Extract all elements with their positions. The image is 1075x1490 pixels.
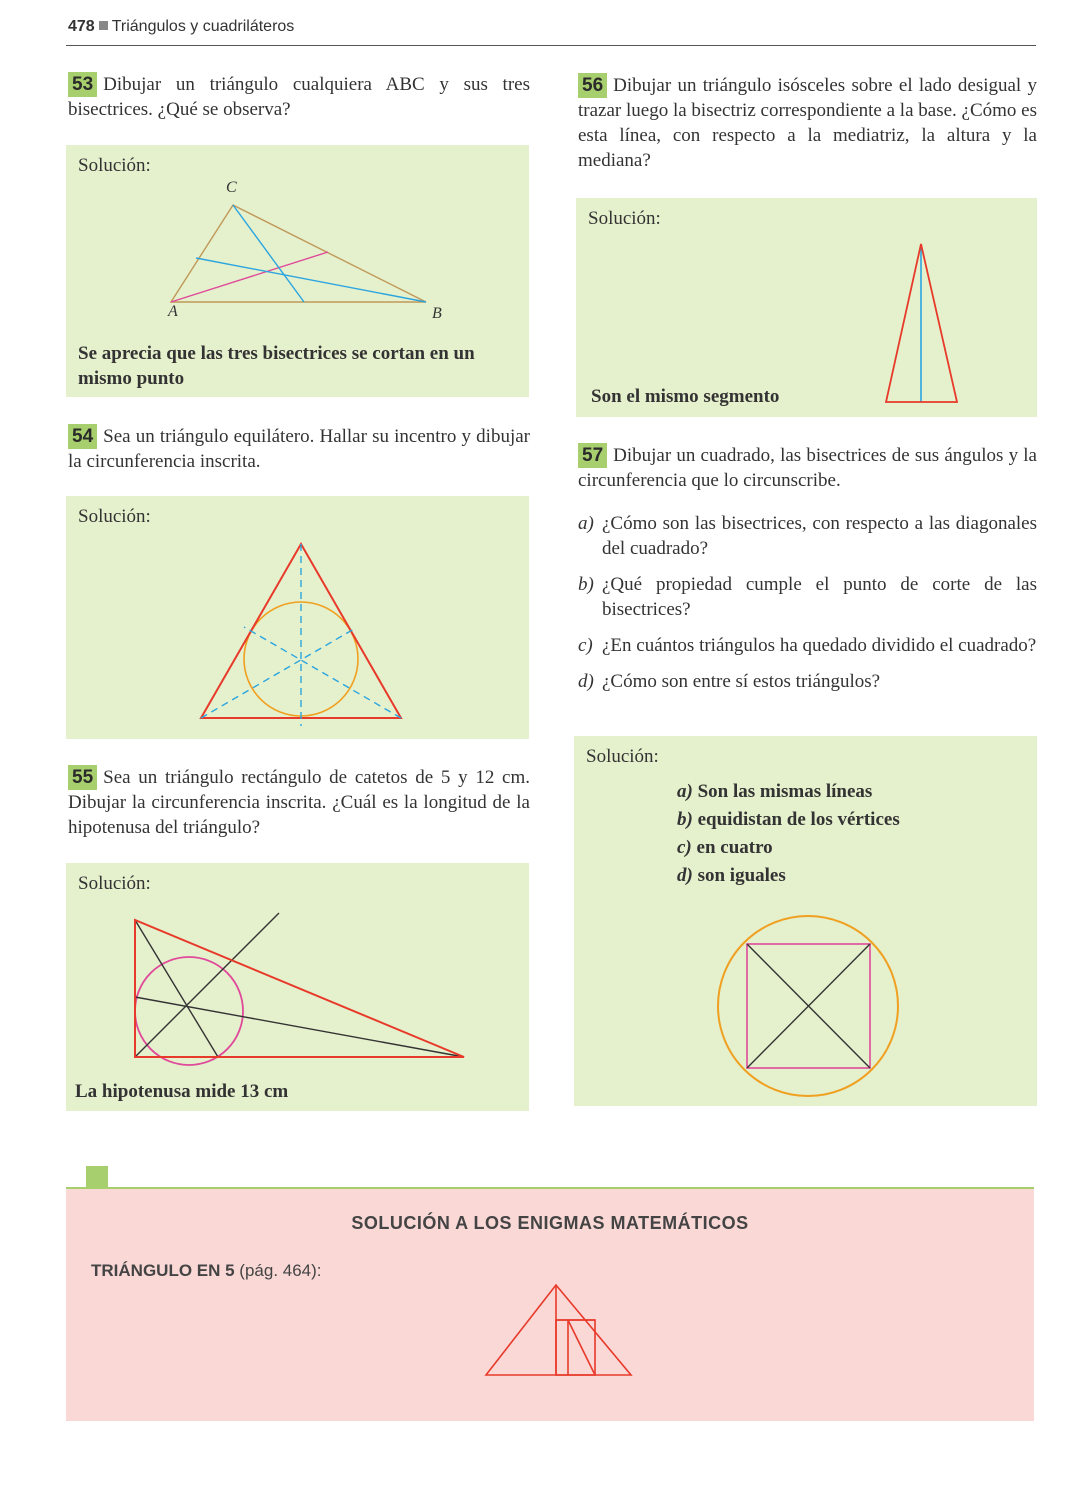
- item-text: ¿Qué propiedad cumple el punto de corte de las bisectrices?: [602, 574, 1037, 620]
- solution-label: Solución:: [588, 208, 661, 229]
- solution-box-56: [576, 198, 1037, 417]
- question-text: Dibujar un triángulo isósceles sobre el lado desigual y trazar luego la bisectriz correspondiente a la base. ¿Cómo es esta línea, con respecto a la mediatriz, la altura y la mediana?: [578, 75, 1037, 171]
- answer-letter: a): [677, 781, 693, 802]
- item-text: ¿Cómo son las bisectrices, con respecto a las diagonales del cuadrado?: [602, 513, 1037, 559]
- solution-label: Solución:: [78, 155, 151, 176]
- answer-text: La hipotenusa mide 13 cm: [75, 1081, 289, 1102]
- enigmas-title: SOLUCIÓN A LOS ENIGMAS MATEMÁTICOS: [351, 1213, 749, 1233]
- vertex-label-a: A: [168, 303, 178, 320]
- question-number: 57: [578, 443, 607, 468]
- item-text: ¿En cuántos triángulos ha quedado dividido el cuadrado?: [602, 635, 1037, 656]
- question-number: 56: [578, 73, 607, 98]
- question-55: [68, 765, 530, 840]
- item-letter: a): [578, 513, 594, 534]
- answer-text: Son las mismas líneas: [697, 781, 873, 802]
- answer-text: son iguales: [697, 865, 786, 886]
- enigmas-box: [66, 1187, 1034, 1421]
- vertex-label-c: C: [226, 179, 237, 196]
- solution-box-55: [66, 863, 529, 1111]
- question-56: [578, 73, 1037, 173]
- solution-label: Solución:: [586, 746, 659, 767]
- item-text: ¿Cómo son entre sí estos triángulos?: [602, 671, 881, 692]
- answer-text: Se aprecia que las tres bisectrices se cortan en un mismo punto: [78, 343, 475, 389]
- sub-question-b: [578, 572, 1037, 622]
- question-text: Dibujar un triángulo cualquiera ABC y sus tres bisectrices. ¿Qué se observa?: [68, 74, 530, 120]
- answer-text: equidistan de los vértices: [697, 809, 900, 830]
- question-number: 55: [68, 765, 97, 790]
- solution-box-54: [66, 496, 529, 739]
- vertex-label-b: B: [432, 305, 442, 322]
- enigma-item-ref: (pág. 464):: [239, 1261, 322, 1280]
- answer-text: Son el mismo segmento: [591, 386, 780, 407]
- solution-label: Solución:: [78, 506, 151, 527]
- header-square-icon: [99, 21, 108, 30]
- item-letter: b): [578, 574, 594, 595]
- question-54: [68, 424, 530, 474]
- sub-question-c: [578, 633, 1037, 658]
- solution-label: Solución:: [78, 873, 151, 894]
- square-circumcircle-figure: [574, 736, 1037, 1106]
- solution-box-53: [66, 145, 529, 397]
- equilateral-incircle-figure: [66, 496, 529, 739]
- question-text: Sea un triángulo rectángulo de catetos de 5 y 12 cm. Dibujar la circunferencia inscrita. ¿Cuál es la longitud de la hipotenusa del triángulo?: [68, 767, 530, 838]
- right-triangle-incircle-figure: [66, 863, 529, 1111]
- item-letter: d): [578, 671, 594, 692]
- triangle-in-5-figure: [66, 1189, 1034, 1421]
- question-number: 53: [68, 72, 97, 97]
- question-text: Dibujar un cuadrado, las bisectrices de sus ángulos y la circunferencia que lo circunscribe.: [578, 445, 1037, 491]
- enigma-item-title: TRIÁNGULO EN 5: [91, 1261, 235, 1280]
- page-header: [68, 18, 294, 36]
- sub-question-a: [578, 511, 1037, 561]
- answer-letter: d): [677, 865, 693, 886]
- answer-letter: c): [677, 837, 692, 858]
- sub-question-d: [578, 669, 1037, 694]
- question-53: [68, 72, 530, 122]
- sub-question-list: [578, 511, 1037, 694]
- chapter-title: Triángulos y cuadriláteros: [111, 18, 295, 35]
- item-letter: c): [578, 635, 593, 656]
- header-rule: [66, 45, 1036, 46]
- solution-box-57: [574, 736, 1037, 1106]
- page-number: 478: [68, 18, 95, 35]
- question-text: Sea un triángulo equilátero. Hallar su incentro y dibujar la circunferencia inscrita.: [68, 426, 530, 472]
- question-number: 54: [68, 424, 97, 449]
- answer-letter: b): [677, 809, 693, 830]
- answer-text: en cuatro: [696, 837, 773, 858]
- question-57: [578, 443, 1037, 493]
